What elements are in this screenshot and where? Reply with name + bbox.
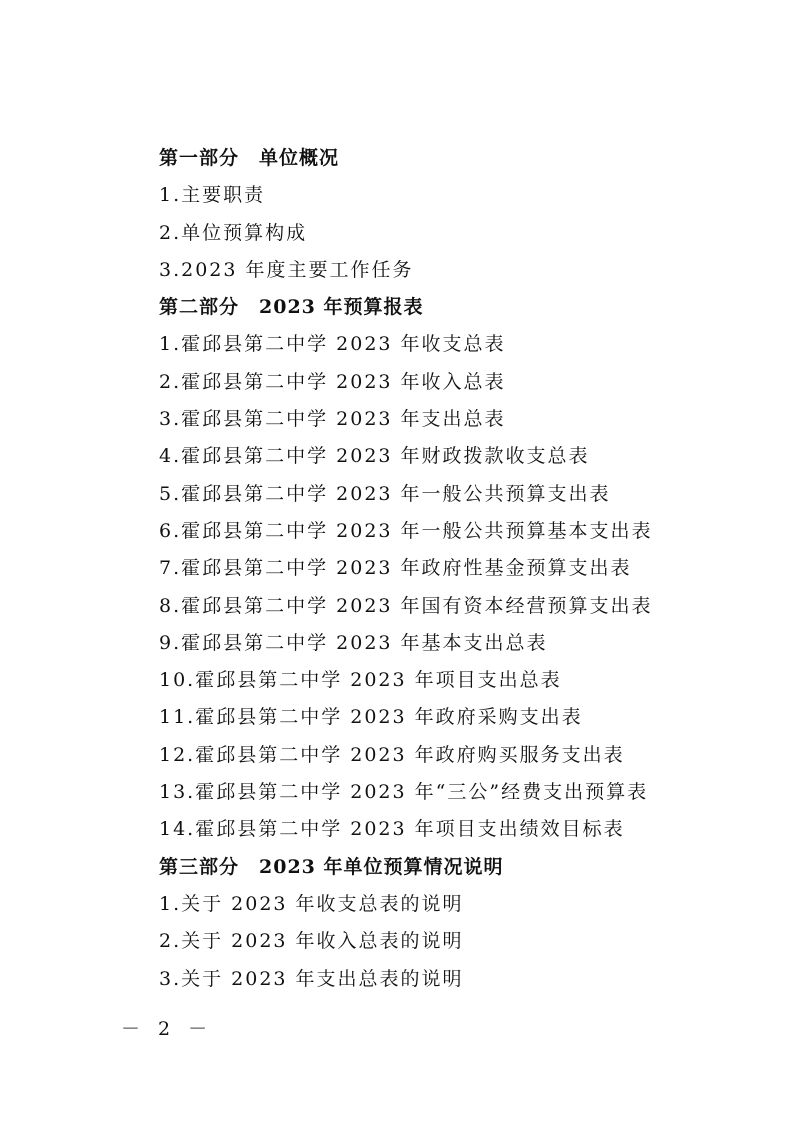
toc-item: 12.霍邱县第二中学 2023 年政府购买服务支出表 <box>159 743 625 766</box>
section-title: 2023 年单位预算情况说明 <box>259 855 504 878</box>
toc-item: 2.霍邱县第二中学 2023 年收入总表 <box>159 370 506 393</box>
toc-item: 8.霍邱县第二中学 2023 年国有资本经营预算支出表 <box>159 594 653 617</box>
section-title: 2023 年预算报表 <box>259 296 424 319</box>
toc-item: 1.主要职责 <box>159 184 266 207</box>
toc-item: 6.霍邱县第二中学 2023 年一般公共预算基本支出表 <box>159 519 653 542</box>
table-of-contents <box>159 140 759 998</box>
toc-item: 9.霍邱县第二中学 2023 年基本支出总表 <box>159 631 548 654</box>
toc-item: 3.霍邱县第二中学 2023 年支出总表 <box>159 408 506 431</box>
toc-item: 10.霍邱县第二中学 2023 年项目支出总表 <box>159 669 562 692</box>
toc-item: 5.霍邱县第二中学 2023 年一般公共预算支出表 <box>159 482 611 505</box>
section-heading-2 <box>159 289 759 326</box>
section-heading-1 <box>159 140 759 177</box>
section-title: 单位概况 <box>259 147 340 169</box>
toc-item: 11.霍邱县第二中学 2023 年政府采购支出表 <box>159 706 583 729</box>
section-part-label: 第一部分 <box>159 147 240 169</box>
toc-item: 1.关于 2023 年收支总表的说明 <box>159 892 464 915</box>
toc-item: 3.关于 2023 年支出总表的说明 <box>159 967 464 990</box>
section-heading-3 <box>159 849 759 886</box>
toc-item: 13.霍邱县第二中学 2023 年“三公”经费支出预算表 <box>159 781 649 804</box>
toc-item: 7.霍邱县第二中学 2023 年政府性基金预算支出表 <box>159 557 632 580</box>
toc-item: 2.单位预算构成 <box>159 221 308 244</box>
toc-item: 1.霍邱县第二中学 2023 年收支总表 <box>159 333 506 356</box>
toc-item: 3.2023 年度主要工作任务 <box>159 258 414 281</box>
section-part-label: 第二部分 <box>159 296 240 319</box>
section-part-label: 第三部分 <box>159 855 240 878</box>
page-number: － 2 － <box>121 1018 214 1040</box>
toc-item: 2.关于 2023 年收入总表的说明 <box>159 930 464 953</box>
toc-item: 14.霍邱县第二中学 2023 年项目支出绩效目标表 <box>159 818 625 841</box>
toc-item: 4.霍邱县第二中学 2023 年财政拨款收支总表 <box>159 445 590 468</box>
